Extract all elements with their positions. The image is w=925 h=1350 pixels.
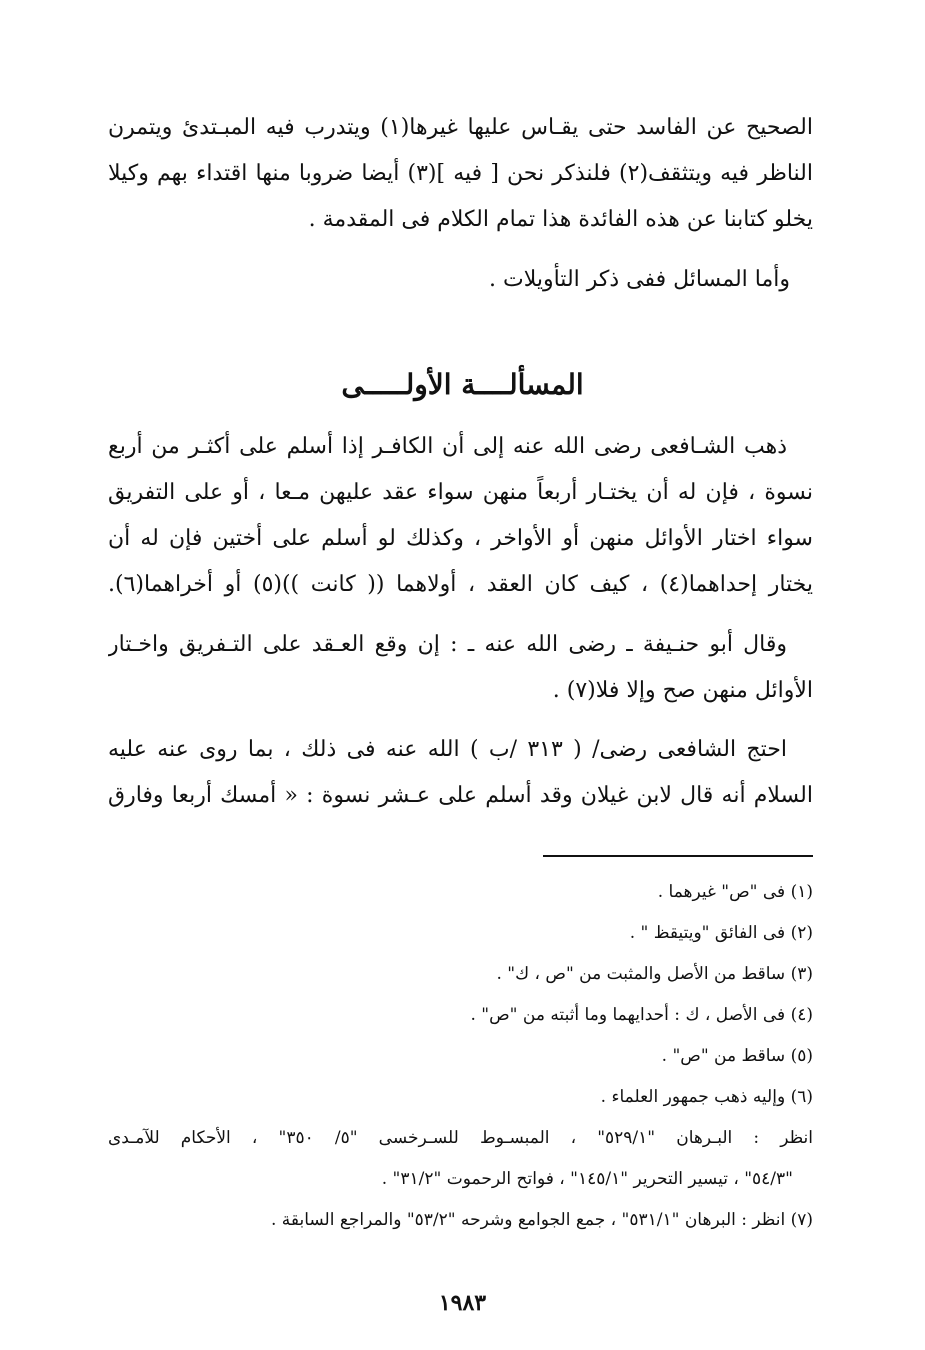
page-number: ١٩٨٣ — [438, 1290, 487, 1316]
footnote-divider — [543, 855, 813, 857]
text-line: الصحيح عن الفاسد حتى يقـاس عليها غيرها(١) ويتدرب فيه المبـتدئ ويتمرن — [108, 115, 813, 140]
footnote: (٦) وإليه ذهب جمهور العلماء . — [600, 1087, 813, 1107]
text-line: وقال أبو حنـيفة ـ رضى الله عنه ـ : إن وقع العـقد على التـفريق واخـتار — [108, 632, 787, 657]
text-line: ذهب الشـافعى رضى الله عنه إلى أن الكافـر إذا أسلم على أكثـر من أربع — [108, 434, 787, 459]
footnote-continuation: "٥٤/٣" ، تيسير التحرير "١٤٥/١" ، فواتح الرحموت "٣١/٢" . — [381, 1169, 793, 1189]
text-line: احتج الشافعى رضى/ ( ٣١٣ /ب ) الله عنه فى ذلك ، بما روى عنه عليه — [108, 737, 787, 762]
footnote-continuation: انظر : البـرهان "٥٢٩/١" ، المبسـوط للسـرخسى "٥/ ٣٥٠" ، الأحكام للآمـدى — [108, 1128, 813, 1148]
section-title: المسألــــة الأولـــــى — [341, 368, 584, 401]
text-line: يختار إحداهما(٤) ، كيف كان العقد ، أولاهما (( كانت ))(٥) أو أخراهما(٦). — [108, 572, 813, 597]
footnote: (١) فى "ص" غيرهما . — [657, 882, 813, 902]
text-line: نسوة ، فإن له أن يختـار أربعاً منهن سواء عقد عليهن مـعا ، أو على التفريق — [108, 480, 813, 505]
footnote: (٥) ساقط من "ص" . — [661, 1046, 813, 1066]
paragraph-3 — [108, 727, 813, 819]
footnote: (٧) انظر : البرهان "٥٣١/١" ، جمع الجوامع وشرحه "٥٣/٢" والمراجع السابقة . — [270, 1210, 813, 1230]
text-line: السلام أنه قال لابن غيلان وقد أسلم على عـشر نسوة : « أمسك أربعا وفارق — [108, 783, 813, 808]
text-line: سواء اختار الأوائل منهن أو الأواخر ، وكذلك لو أسلم على أختين فإن له أن — [108, 526, 813, 551]
footnote: (٣) ساقط من الأصل والمثبت من "ص ، ك" . — [496, 964, 813, 984]
intro-paragraph — [108, 105, 813, 243]
paragraph-1 — [108, 424, 813, 608]
footnote: (٤) فى الأصل ، ك : أحدايهما وما أثبته من "ص" . — [470, 1005, 813, 1025]
text-line: الناظر فيه ويتثقف(٢) فلنذكر نحن [ فيه ](٣) أيضا ضروبا منها اقتداء بهم وكيلا — [108, 161, 813, 186]
text-line: الأوائل منهن صح وإلا فلا(٧) . — [552, 678, 813, 703]
paragraph-2 — [108, 622, 813, 714]
masail-line: وأما المسائل ففى ذكر التأويلات . — [489, 267, 790, 292]
text-line: يخلو كتابنا عن هذه الفائدة هذا تمام الكلام فى المقدمة . — [308, 207, 813, 232]
footnotes — [108, 872, 813, 1241]
footnote: (٢) فى الفائق "ويتيقظ " . — [629, 923, 813, 943]
